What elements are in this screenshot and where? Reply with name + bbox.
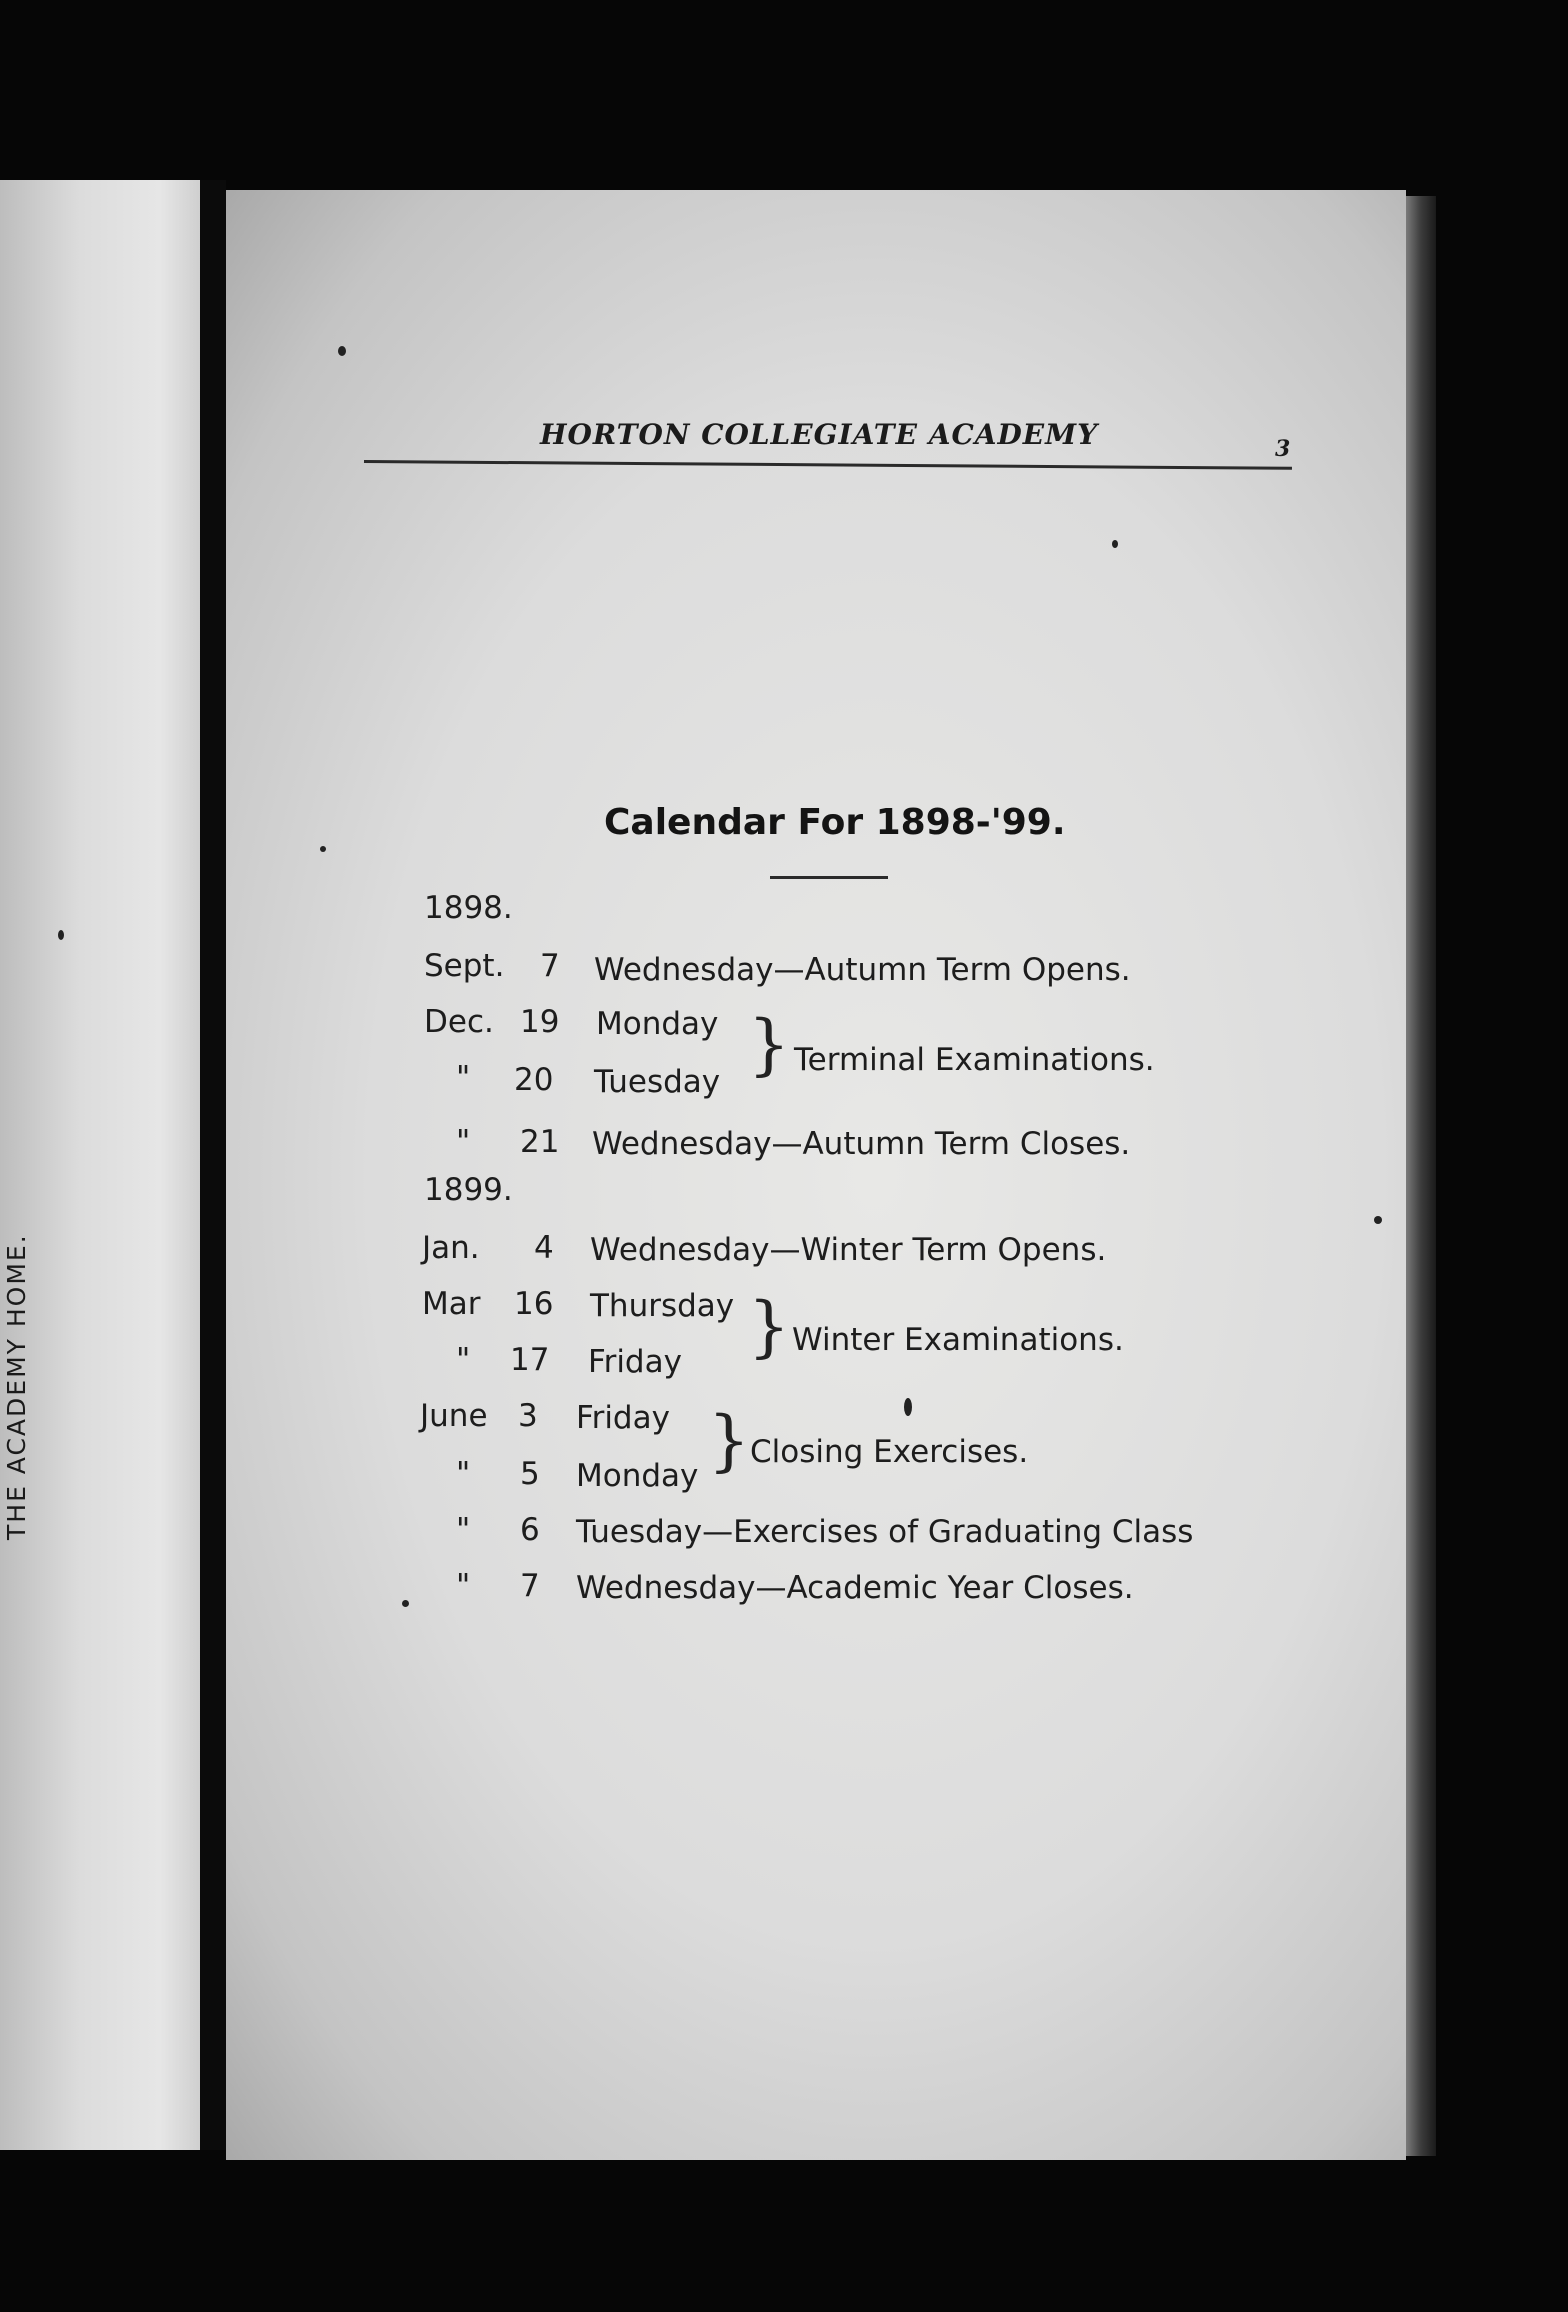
right-page xyxy=(226,190,1406,2160)
paper-speck xyxy=(338,346,346,356)
spine-title: THE ACADEMY HOME. xyxy=(2,1233,31,1540)
page-edge xyxy=(1406,196,1436,2156)
ditto-mark: " xyxy=(456,1512,471,1548)
row-text: Monday xyxy=(596,1006,719,1042)
row-text: Wednesday—Academic Year Closes. xyxy=(576,1570,1134,1606)
ditto-mark: " xyxy=(456,1456,471,1492)
row-text: Thursday xyxy=(590,1288,735,1324)
running-title: HORTON COLLEGIATE ACADEMY xyxy=(540,418,1099,451)
row-text: Tuesday xyxy=(594,1064,721,1100)
row-text: Friday xyxy=(576,1400,670,1436)
row-day: 4 xyxy=(534,1230,554,1266)
group-brace: } xyxy=(748,1288,790,1365)
paper-speck xyxy=(1374,1216,1382,1224)
ditto-mark: " xyxy=(456,1060,471,1096)
row-day: 6 xyxy=(520,1512,540,1548)
group-label: Terminal Examinations. xyxy=(794,1042,1155,1078)
group-label: Closing Exercises. xyxy=(750,1434,1029,1470)
year-heading: 1899. xyxy=(424,1172,513,1208)
row-month: Jan. xyxy=(422,1230,480,1266)
group-brace: } xyxy=(748,1006,790,1083)
row-day: 21 xyxy=(520,1124,560,1160)
row-day: 20 xyxy=(514,1062,554,1098)
paper-speck xyxy=(402,1600,409,1607)
title-rule xyxy=(770,876,888,879)
row-day: 17 xyxy=(510,1342,550,1378)
row-day: 5 xyxy=(520,1456,540,1492)
group-label: Winter Examinations. xyxy=(792,1322,1124,1358)
paper-speck xyxy=(320,846,326,852)
row-text: Friday xyxy=(588,1344,682,1380)
ditto-mark: " xyxy=(456,1568,471,1604)
row-day: 3 xyxy=(518,1398,538,1434)
row-day: 7 xyxy=(520,1568,540,1604)
row-day: 19 xyxy=(520,1004,560,1040)
row-day: 16 xyxy=(514,1286,554,1322)
paper-speck xyxy=(58,930,64,940)
page-number: 3 xyxy=(1275,436,1291,462)
row-text: Monday xyxy=(576,1458,699,1494)
row-month: Dec. xyxy=(424,1004,494,1040)
book-gutter xyxy=(200,180,226,2150)
year-heading: 1898. xyxy=(424,890,513,926)
group-brace: } xyxy=(708,1402,750,1479)
ditto-mark: " xyxy=(456,1124,471,1160)
row-month: Sept. xyxy=(424,948,505,984)
row-month: Mar xyxy=(422,1286,481,1322)
row-text: Tuesday—Exercises of Graduating Class xyxy=(576,1514,1194,1550)
row-text: Wednesday—Autumn Term Closes. xyxy=(592,1126,1131,1162)
calendar-title: Calendar For 1898-'99. xyxy=(604,802,1066,843)
left-page xyxy=(0,180,200,2150)
row-month: June xyxy=(420,1398,488,1434)
paper-speck xyxy=(904,1398,912,1416)
row-text: Wednesday—Autumn Term Opens. xyxy=(594,952,1131,988)
row-day: 7 xyxy=(540,948,560,984)
row-text: Wednesday—Winter Term Opens. xyxy=(590,1232,1107,1268)
ditto-mark: " xyxy=(456,1342,471,1378)
paper-speck xyxy=(1112,540,1118,548)
